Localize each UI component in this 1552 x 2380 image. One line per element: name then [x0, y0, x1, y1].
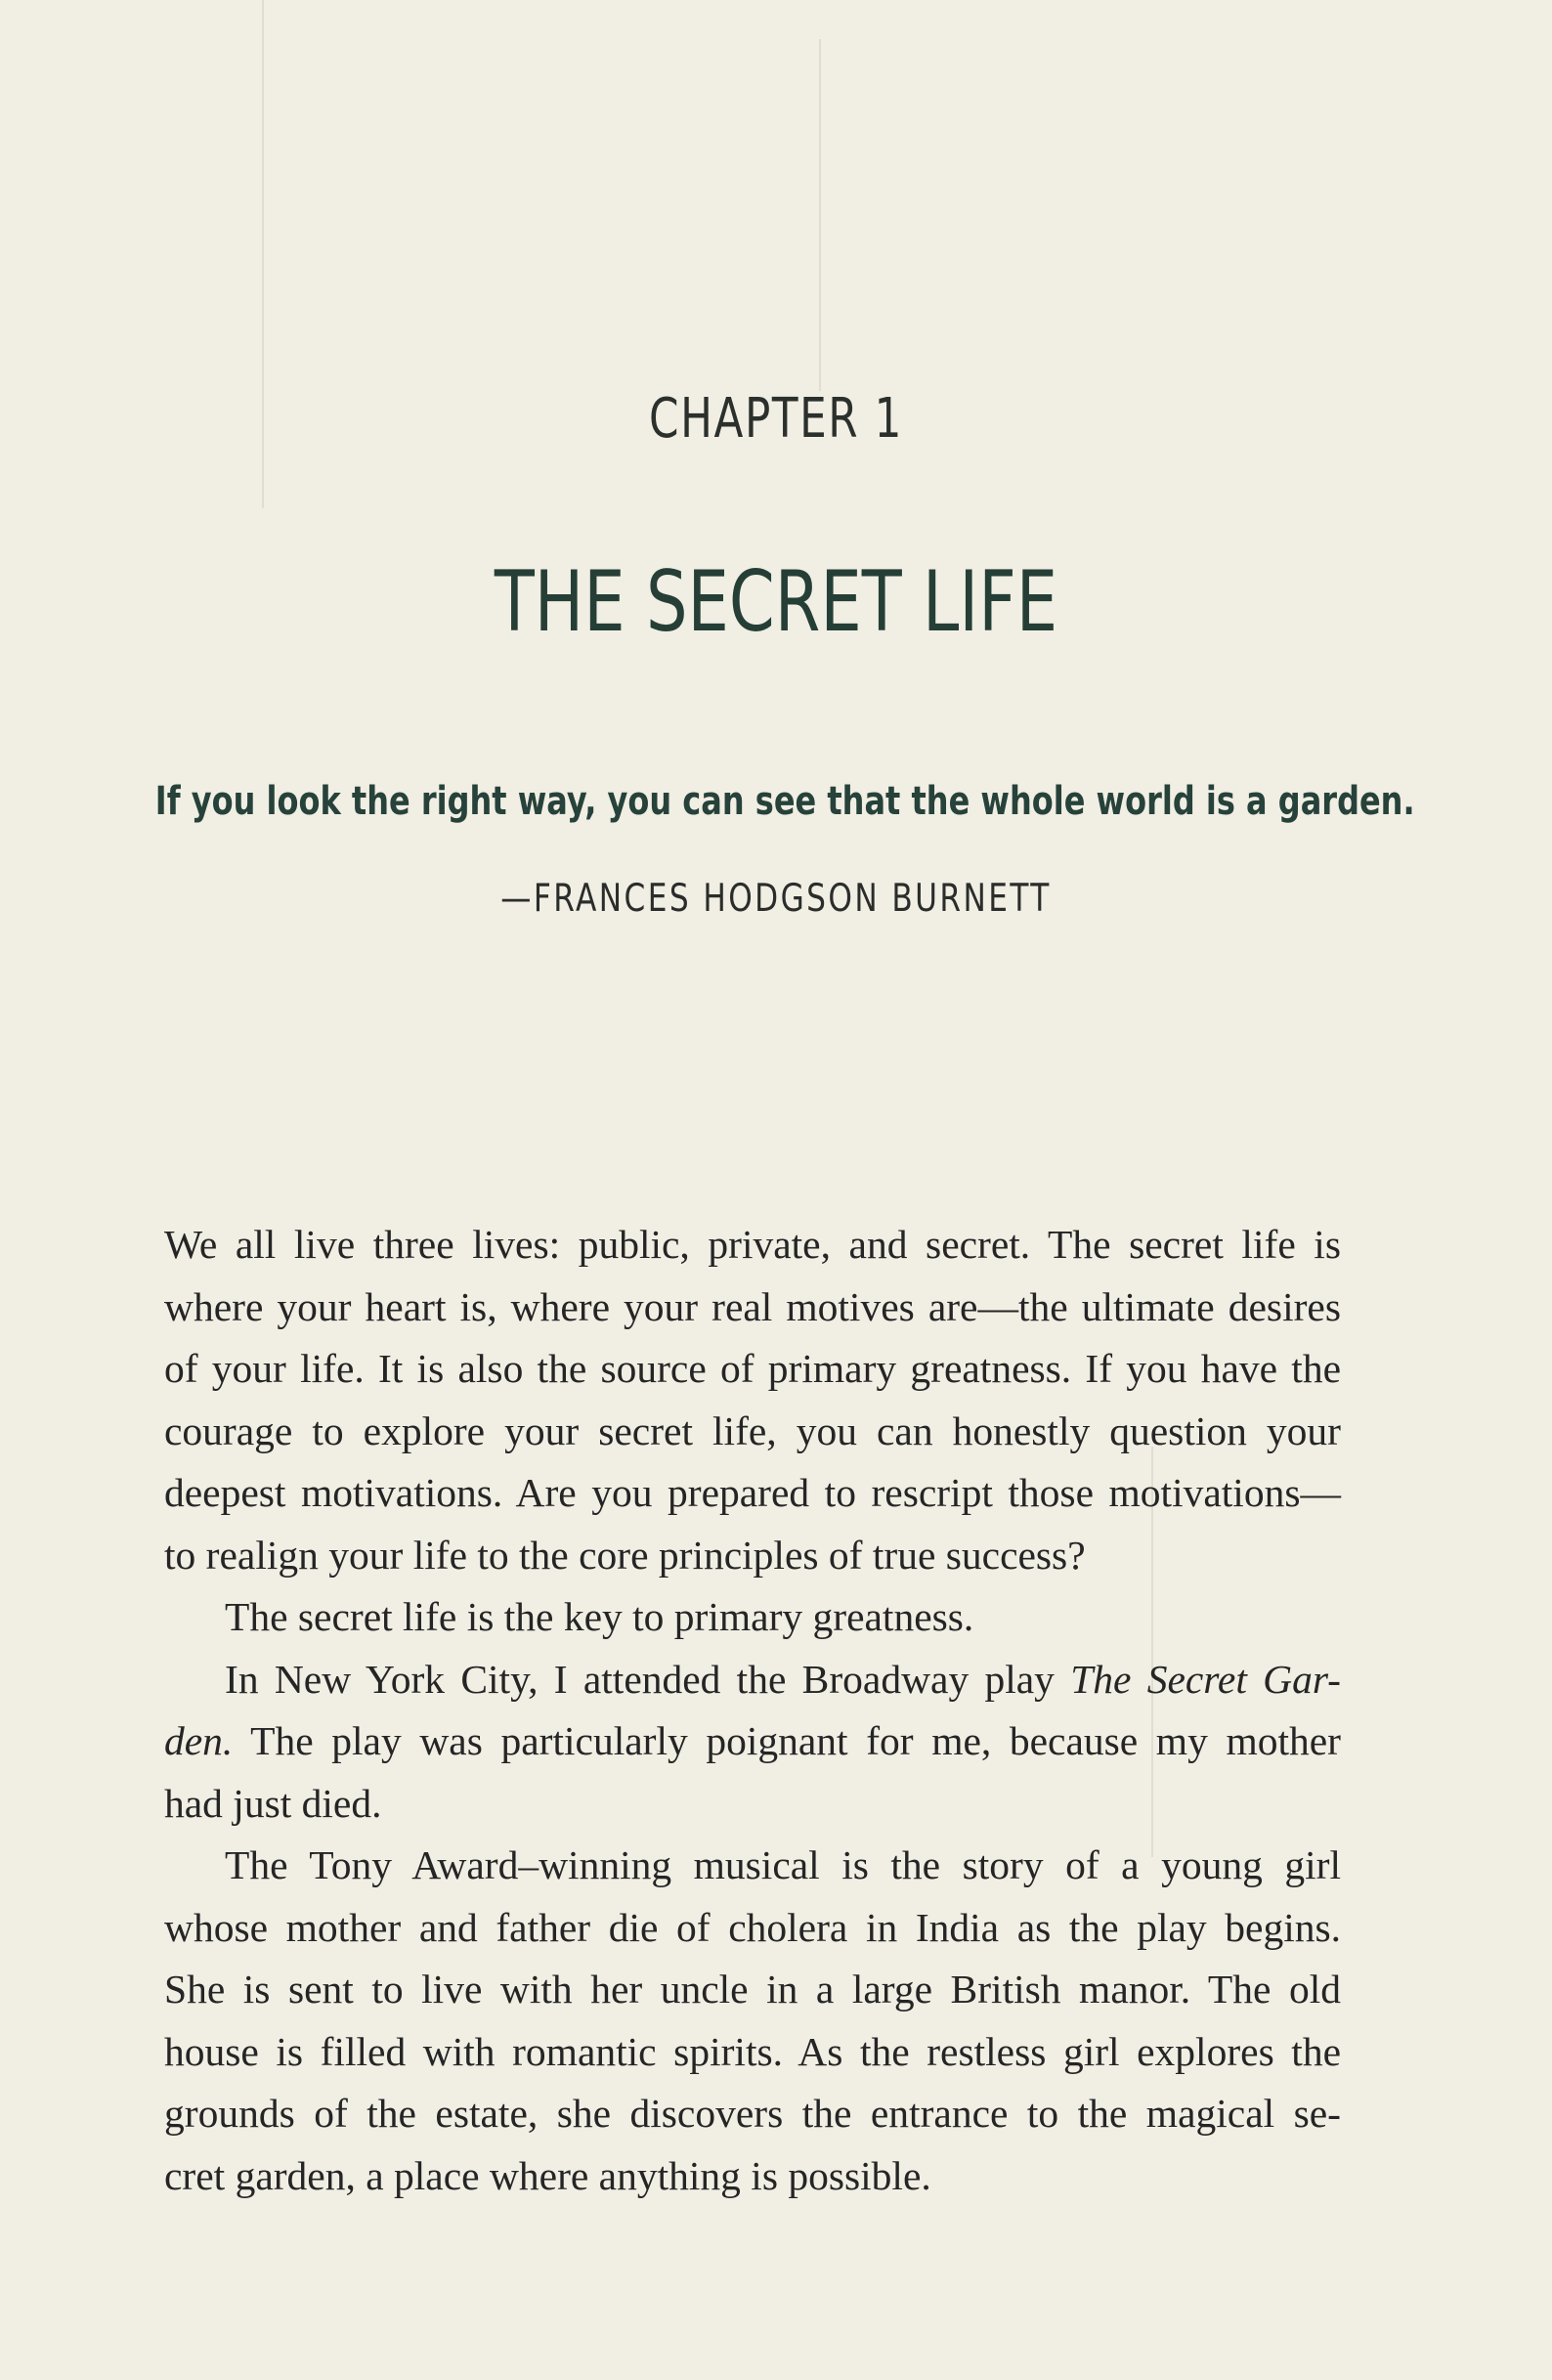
- play-title: den.: [164, 1718, 234, 1763]
- page-fold-mark: [819, 39, 821, 391]
- text-line: where your heart is, where your real motives are—the ultimate desires: [164, 1283, 1341, 1329]
- text-line: [164, 1710, 1341, 1773]
- epigraph-quote: If you look the right way, you can see that the whole world is a garden.: [154, 779, 1415, 824]
- play-title: The Secret Gar-: [1070, 1656, 1341, 1702]
- body-text: [164, 1214, 1341, 2207]
- text-span: The play was particularly poignant for me, because my mother: [233, 1718, 1341, 1763]
- text-line: to realign your life to the core principles of true success?: [164, 1532, 1086, 1578]
- chapter-title: THE SECRET LIFE: [494, 553, 1058, 651]
- text-line: house is filled with romantic spirits. As the restless girl explores the: [164, 2028, 1341, 2074]
- chapter-number: CHAPTER 1: [649, 387, 903, 451]
- text-line: The Tony Award–winning musical is the story of a young girl: [225, 1842, 1341, 1887]
- text-line: [164, 1649, 1341, 1711]
- text-line: courage to explore your secret life, you can honestly question your: [164, 1407, 1341, 1453]
- text-line: grounds of the estate, she discovers the entrance to the magical se-: [164, 2091, 1341, 2136]
- text-line: She is sent to live with her uncle in a large British manor. The old: [164, 1967, 1341, 2012]
- text-span: In New York City, I attended the Broadway play: [225, 1656, 1071, 1702]
- text-line: of your life. It is also the source of primary greatness. If you have the: [164, 1346, 1341, 1391]
- text-line: had just died.: [164, 1780, 382, 1826]
- text-line: The secret life is the key to primary greatness.: [225, 1594, 974, 1639]
- text-line: cret garden, a place where anything is possible.: [164, 2152, 931, 2198]
- text-line: whose mother and father die of cholera in India as the play begins.: [164, 1904, 1341, 1950]
- text-line: We all live three lives: public, private, and secret. The secret life is: [164, 1222, 1341, 1267]
- text-line: deepest motivations. Are you prepared to rescript those motivations—: [164, 1470, 1341, 1515]
- epigraph-attribution: —FRANCES HODGSON BURNETT: [500, 877, 1052, 921]
